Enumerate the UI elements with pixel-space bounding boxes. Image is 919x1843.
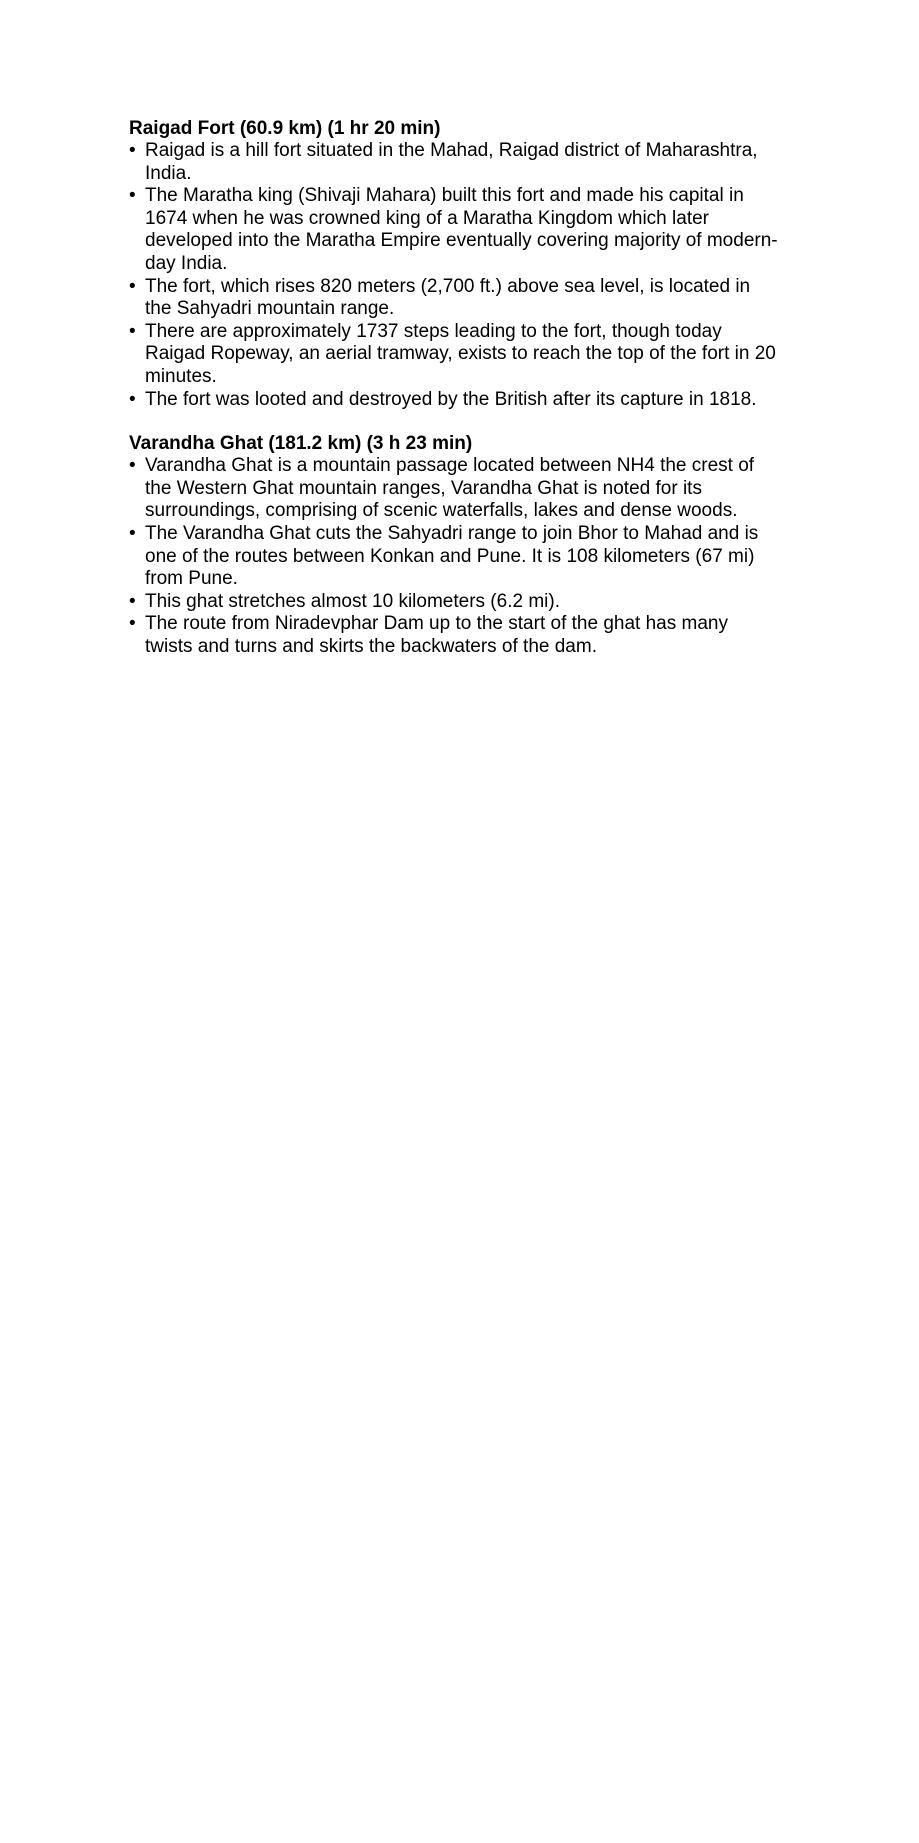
list-item-text: There are approximately 1737 steps leading to the fort, though today Raigad Ropeway, an aerial tramway, exists to reach the top of the fort in 20 minutes. xyxy=(145,320,776,387)
list-item-text: The Maratha king (Shivaji Mahara) built this fort and made his capital in 1674 when he was crowned king of a Maratha Kingdom which later developed into the Maratha Empire eventually covering majority of modern-day India. xyxy=(145,185,778,274)
list-item xyxy=(129,389,779,412)
bullet-glyph: • xyxy=(129,185,136,207)
list-item-text: Varandha Ghat is a mountain passage located between NH4 the crest of the Western Ghat mountain ranges, Varandha Ghat is noted for its surroundings, comprising of scenic waterfalls, lakes and dense woods. xyxy=(145,455,755,522)
list-item xyxy=(129,276,779,321)
list-item-text: The fort, which rises 820 meters (2,700 ft.) above sea level, is located in the Sahyadri mountain range. xyxy=(145,275,751,320)
list-item-text: This ghat stretches almost 10 kilometers (6.2 mi). xyxy=(145,590,560,612)
bullet-glyph: • xyxy=(129,275,136,297)
section-spacer xyxy=(129,411,779,433)
list-item xyxy=(129,140,779,185)
list-item xyxy=(129,455,779,523)
bullet-glyph: • xyxy=(129,522,136,544)
bullet-list xyxy=(129,455,779,658)
section-varandha-ghat xyxy=(129,433,779,658)
bullet-glyph: • xyxy=(129,140,136,161)
bullet-list xyxy=(129,140,779,411)
document-page xyxy=(129,118,779,658)
section-title: Raigad Fort (60.9 km) (1 hr 20 min) xyxy=(129,118,441,139)
list-item xyxy=(129,185,779,275)
list-item xyxy=(129,613,779,658)
list-item-text: The Varandha Ghat cuts the Sahyadri range to join Bhor to Mahad and is one of the routes between Konkan and Pune. It is 108 kilometers (67 mi) from Pune. xyxy=(145,522,759,590)
list-item-text: The fort was looted and destroyed by the British after its capture in 1818. xyxy=(145,388,757,410)
list-item-text: The route from Niradevphar Dam up to the start of the ghat has many twists and turns and skirts the backwaters of the dam. xyxy=(145,613,728,657)
bullet-glyph: • xyxy=(129,613,136,635)
bullet-glyph: • xyxy=(129,320,136,342)
bullet-glyph: • xyxy=(129,590,136,612)
list-item xyxy=(129,523,779,591)
list-item-text: Raigad is a hill fort situated in the Mahad, Raigad district of Maharashtra, India. xyxy=(145,140,758,184)
section-title: Varandha Ghat (181.2 km) (3 h 23 min) xyxy=(129,433,473,455)
bullet-glyph: • xyxy=(129,388,136,410)
section-raigad-fort xyxy=(129,118,779,411)
bullet-glyph: • xyxy=(129,455,136,477)
list-item xyxy=(129,591,779,614)
list-item xyxy=(129,321,779,389)
